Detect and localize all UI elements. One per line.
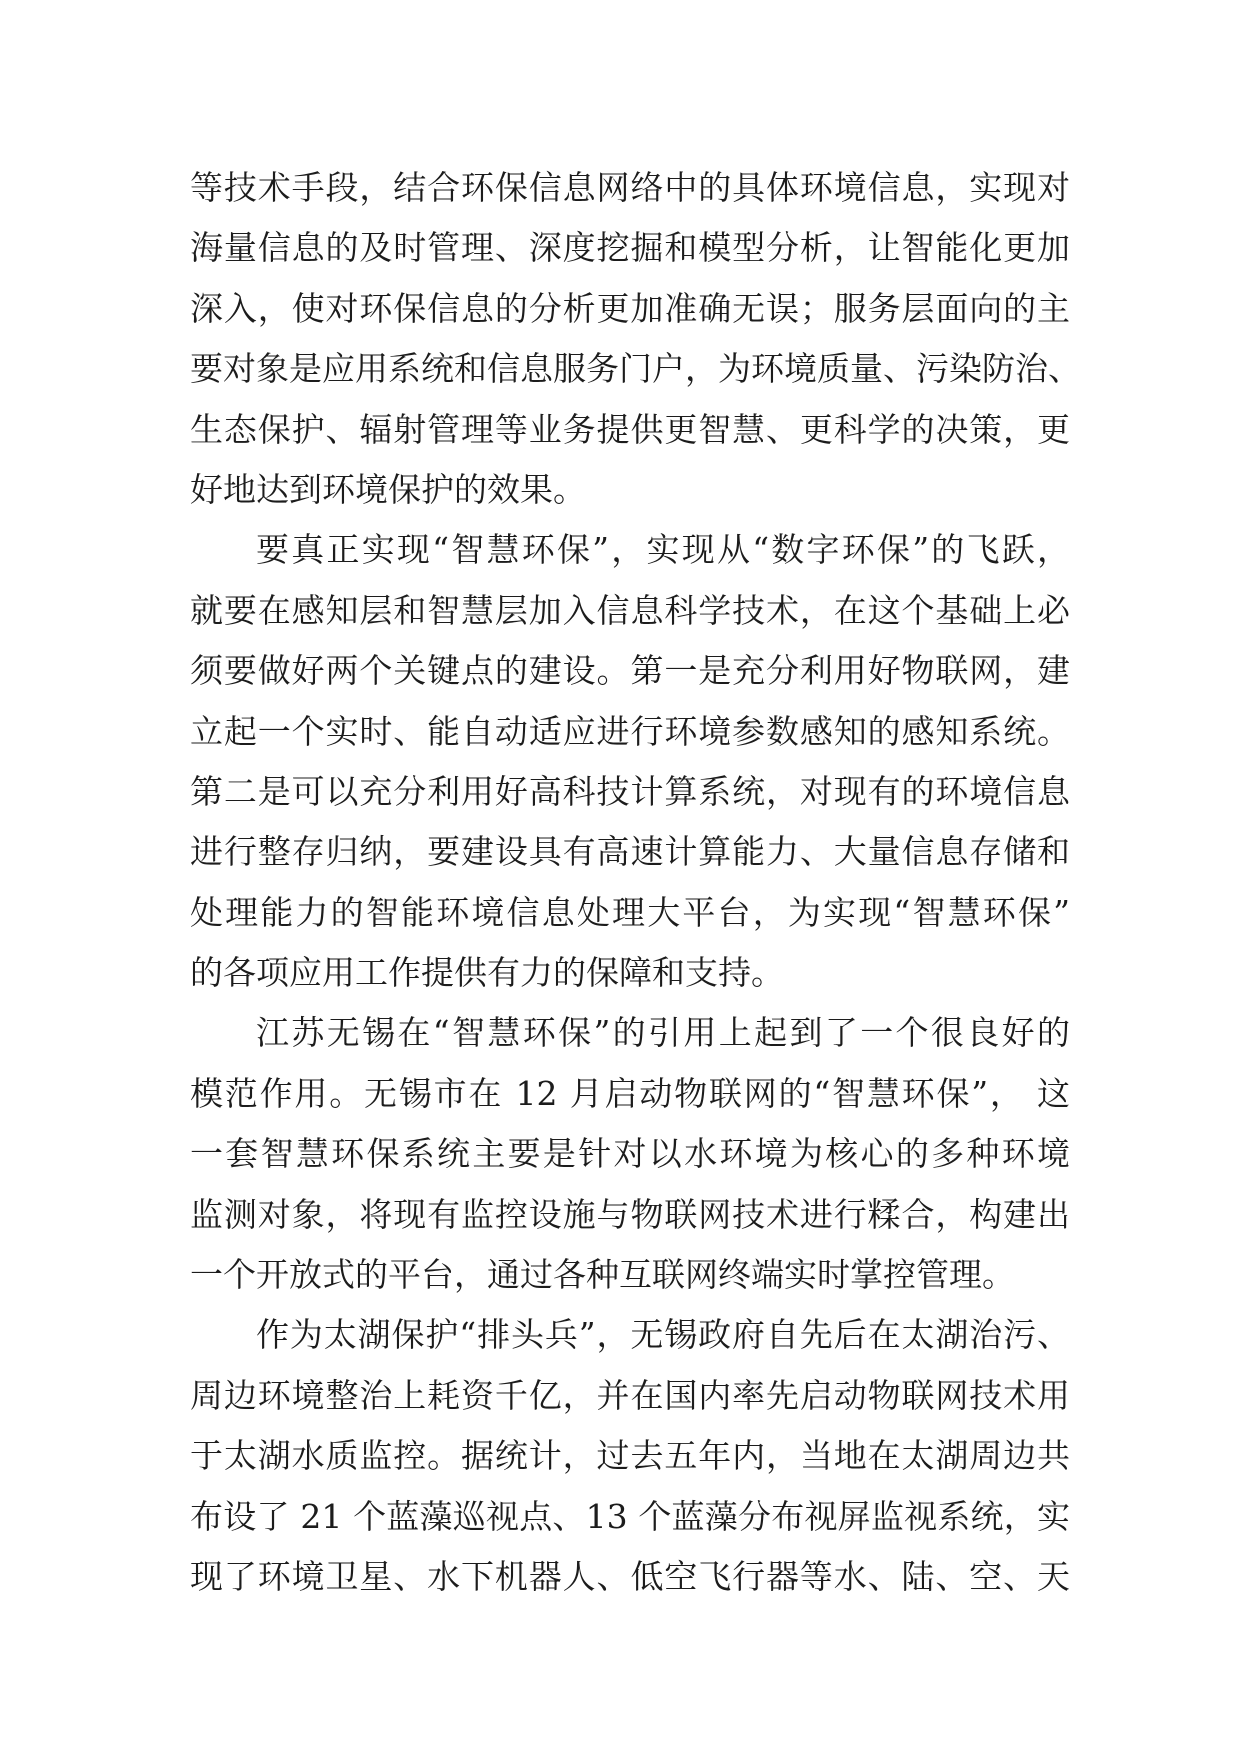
text-line: 一个开放式的平台，通过各种互联网终端实时掌控管理。 bbox=[190, 1255, 1015, 1295]
text-line: 须要做好两个关键点的建设。第一是充分利用好物联网，建 bbox=[190, 651, 1070, 691]
text-line: 布设了 21 个蓝藻巡视点、13 个蓝藻分布视屏监视系统，实 bbox=[190, 1496, 1070, 1536]
text-line: 海量信息的及时管理、深度挖掘和模型分析，让智能化更加 bbox=[190, 228, 1070, 268]
text-line: 处理能力的智能环境信息处理大平台，为实现“智慧环保” bbox=[190, 892, 1070, 932]
text-line: 于太湖水质监控。据统计，过去五年内，当地在太湖周边共 bbox=[190, 1436, 1070, 1476]
text-line: 要真正实现“智慧环保”，实现从“数字环保”的飞跃， bbox=[256, 530, 1070, 570]
text-line: 等技术手段，结合环保信息网络中的具体环境信息，实现对 bbox=[190, 168, 1070, 207]
body-text bbox=[190, 158, 1081, 1607]
text-line: 进行整存归纳，要建设具有高速计算能力、大量信息存储和 bbox=[190, 832, 1070, 872]
text-line: 生态保护、辐射管理等业务提供更智慧、更科学的决策，更 bbox=[190, 409, 1070, 449]
text-line: 一套智慧环保系统主要是针对以水环境为核心的多种环境 bbox=[190, 1134, 1070, 1174]
text-line: 江苏无锡在“智慧环保”的引用上起到了一个很良好的 bbox=[256, 1013, 1070, 1053]
text-line: 的各项应用工作提供有力的保障和支持。 bbox=[190, 953, 784, 993]
text-line: 好地达到环境保护的效果。 bbox=[190, 469, 586, 509]
text-line: 模范作用。无锡市在 12 月启动物联网的“智慧环保”， 这 bbox=[190, 1073, 1070, 1113]
text-line: 要对象是应用系统和信息服务门户，为环境质量、污染防治、 bbox=[190, 349, 1081, 389]
text-line: 立起一个实时、能自动适应进行环境参数感知的感知系统。 bbox=[190, 711, 1070, 751]
text-line: 周边环境整治上耗资千亿，并在国内率先启动物联网技术用 bbox=[190, 1375, 1070, 1415]
text-line: 现了环境卫星、水下机器人、低空飞行器等水、陆、空、天 bbox=[190, 1556, 1070, 1596]
text-line: 第二是可以充分利用好高科技计算系统，对现有的环境信息 bbox=[190, 771, 1070, 811]
text-line: 监测对象，将现有监控设施与物联网技术进行糅合，构建出 bbox=[190, 1194, 1070, 1234]
text-line: 作为太湖保护“排头兵”，无锡政府自先后在太湖治污、 bbox=[256, 1315, 1070, 1355]
text-line: 深入，使对环保信息的分析更加准确无误；服务层面向的主 bbox=[190, 288, 1070, 328]
text-line: 就要在感知层和智慧层加入信息科学技术，在这个基础上必 bbox=[190, 590, 1070, 630]
